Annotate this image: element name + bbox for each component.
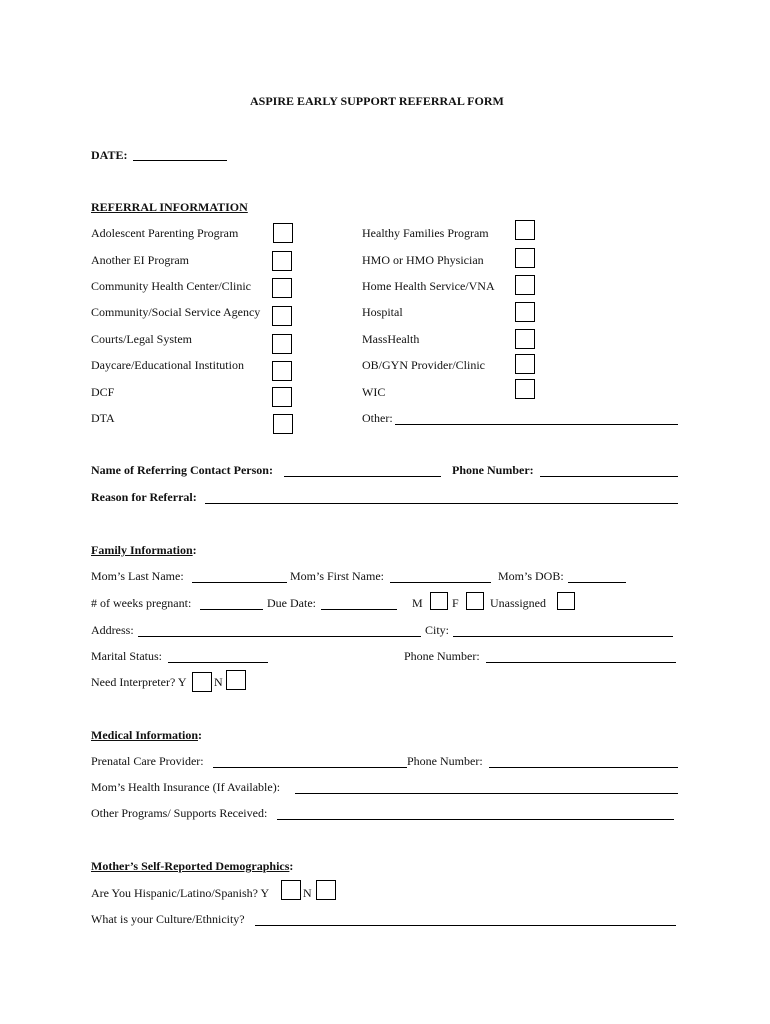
insurance-label: Mom’s Health Insurance (If Available): [91, 780, 281, 794]
city-label: City: [425, 623, 450, 637]
adolescent-parenting-checkbox[interactable] [273, 223, 293, 243]
referral-option-label: Home Health Service/VNA [362, 279, 495, 293]
hmo-physician-checkbox[interactable] [515, 248, 535, 268]
hispanic-yes-checkbox[interactable] [281, 880, 301, 900]
ob-gyn-checkbox[interactable] [515, 354, 535, 374]
demographics-section-heading: Mother’s Self-Reported Demographics: [91, 859, 294, 873]
referral-option-label: DTA [91, 411, 115, 425]
referral-option-label: Adolescent Parenting Program [91, 226, 239, 240]
referral-phone-label: Phone Number: [452, 463, 534, 477]
moms-first-name-field[interactable] [390, 582, 491, 583]
date-label: DATE: [91, 148, 128, 162]
reason-field[interactable] [205, 503, 678, 504]
moms-last-name-field[interactable] [192, 582, 287, 583]
another-ei-checkbox[interactable] [272, 251, 292, 271]
hispanic-label: Are You Hispanic/Latino/Spanish? Y [91, 886, 270, 900]
referral-option-label: WIC [362, 385, 386, 399]
contact-person-label: Name of Referring Contact Person: [91, 463, 273, 477]
form-title: ASPIRE EARLY SUPPORT REFERRAL FORM [250, 94, 504, 108]
referral-option-label: Community Health Center/Clinic [91, 279, 251, 293]
healthy-families-checkbox[interactable] [515, 220, 535, 240]
interpreter-no-label: N [214, 675, 223, 689]
referral-option-label: Daycare/Educational Institution [91, 358, 244, 372]
family-phone-field[interactable] [486, 662, 676, 663]
sex-m-label: M [412, 596, 423, 610]
referral-phone-field[interactable] [540, 476, 678, 477]
hispanic-no-label: N [303, 886, 312, 900]
community-health-checkbox[interactable] [272, 278, 292, 298]
due-date-field[interactable] [321, 609, 397, 610]
sex-unassigned-checkbox[interactable] [557, 592, 575, 610]
hispanic-no-checkbox[interactable] [316, 880, 336, 900]
dta-checkbox[interactable] [273, 414, 293, 434]
referral-option-label: HMO or HMO Physician [362, 253, 484, 267]
interpreter-yes-checkbox[interactable] [192, 672, 212, 692]
sex-f-checkbox[interactable] [466, 592, 484, 610]
need-interpreter-label: Need Interpreter? Y [91, 675, 187, 689]
prenatal-provider-label: Prenatal Care Provider: [91, 754, 204, 768]
referral-option-label: Healthy Families Program [362, 226, 489, 240]
marital-status-label: Marital Status: [91, 649, 162, 663]
culture-ethnicity-field[interactable] [255, 925, 676, 926]
referral-option-label: Hospital [362, 305, 403, 319]
hospital-checkbox[interactable] [515, 302, 535, 322]
moms-dob-field[interactable] [568, 582, 626, 583]
dcf-checkbox[interactable] [272, 387, 292, 407]
due-date-label: Due Date: [267, 596, 316, 610]
sex-unassigned-label: Unassigned [490, 596, 546, 610]
moms-last-name-label: Mom’s Last Name: [91, 569, 184, 583]
reason-label: Reason for Referral: [91, 490, 197, 504]
referral-option-label: Courts/Legal System [91, 332, 192, 346]
date-field[interactable] [133, 160, 227, 161]
medical-phone-label: Phone Number: [407, 754, 483, 768]
family-section-heading: Family Information: [91, 543, 197, 557]
referral-section-heading: REFERRAL INFORMATION [91, 200, 248, 214]
address-field[interactable] [138, 636, 421, 637]
contact-person-field[interactable] [284, 476, 441, 477]
courts-legal-checkbox[interactable] [272, 334, 292, 354]
weeks-pregnant-field[interactable] [200, 609, 263, 610]
referral-option-label: OB/GYN Provider/Clinic [362, 358, 485, 372]
marital-status-field[interactable] [168, 662, 268, 663]
sex-m-checkbox[interactable] [430, 592, 448, 610]
moms-dob-label: Mom’s DOB: [498, 569, 564, 583]
family-phone-label: Phone Number: [404, 649, 480, 663]
interpreter-no-checkbox[interactable] [226, 670, 246, 690]
referral-option-label: Community/Social Service Agency [91, 305, 261, 319]
other-programs-field[interactable] [277, 819, 674, 820]
address-label: Address: [91, 623, 134, 637]
weeks-pregnant-label: # of weeks pregnant: [91, 596, 192, 610]
prenatal-provider-field[interactable] [213, 767, 407, 768]
other-programs-label: Other Programs/ Supports Received: [91, 806, 268, 820]
moms-first-name-label: Mom’s First Name: [290, 569, 385, 583]
sex-f-label: F [452, 596, 459, 610]
referral-option-label: DCF [91, 385, 115, 399]
home-health-checkbox[interactable] [515, 275, 535, 295]
community-social-checkbox[interactable] [272, 306, 292, 326]
medical-section-heading: Medical Information: [91, 728, 202, 742]
insurance-field[interactable] [295, 793, 678, 794]
masshealth-checkbox[interactable] [515, 329, 535, 349]
culture-ethnicity-label: What is your Culture/Ethnicity? [91, 912, 245, 926]
other-field[interactable] [395, 424, 678, 425]
referral-option-label: Another EI Program [91, 253, 189, 267]
city-field[interactable] [453, 636, 673, 637]
referral-option-label: MassHealth [362, 332, 420, 346]
medical-phone-field[interactable] [489, 767, 678, 768]
wic-checkbox[interactable] [515, 379, 535, 399]
other-label: Other: [362, 411, 393, 425]
daycare-checkbox[interactable] [272, 361, 292, 381]
